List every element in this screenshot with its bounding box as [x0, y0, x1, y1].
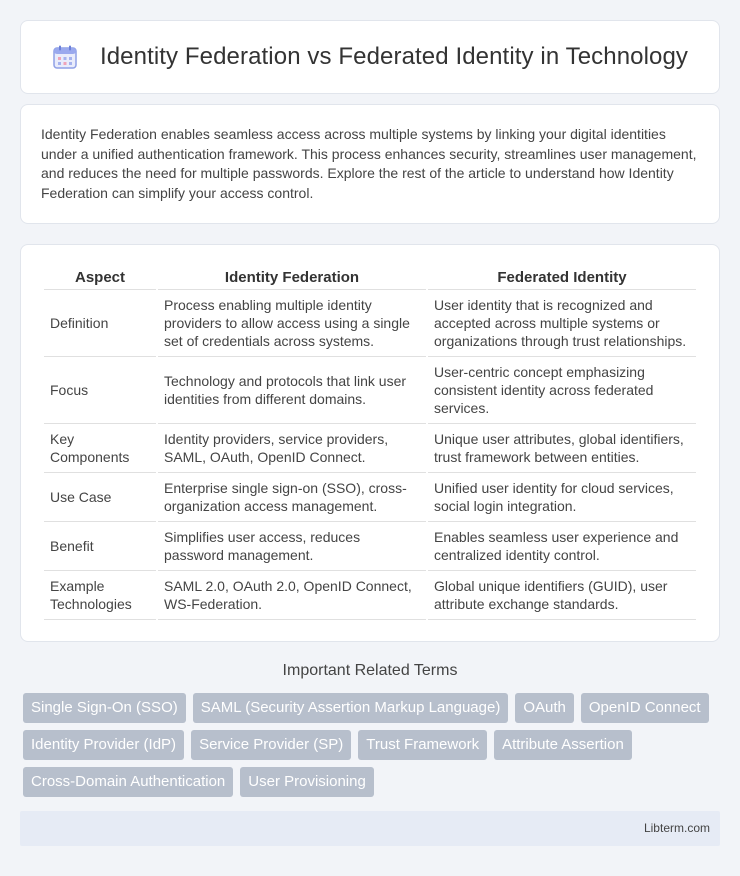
table-cell: SAML 2.0, OAuth 2.0, OpenID Connect, WS-Federation.	[158, 571, 426, 620]
table-cell: Definition	[44, 290, 156, 357]
footer	[20, 811, 720, 846]
table-row	[44, 571, 696, 620]
table-row	[44, 357, 696, 424]
tag-service-provider[interactable]: Service Provider (SP)	[191, 730, 351, 760]
table-cell: Benefit	[44, 522, 156, 571]
table-cell: Simplifies user access, reduces password management.	[158, 522, 426, 571]
table-cell: Enterprise single sign-on (SSO), cross-organization access management.	[158, 473, 426, 522]
table-cell: Focus	[44, 357, 156, 424]
header-card	[20, 20, 720, 94]
column-header: Aspect	[44, 263, 156, 290]
column-header: Federated Identity	[428, 263, 696, 290]
footer-link[interactable]: Libterm.com	[643, 821, 710, 835]
tag-trust-framework[interactable]: Trust Framework	[358, 730, 487, 760]
comparison-table	[42, 263, 698, 620]
tag-identity-provider[interactable]: Identity Provider (IdP)	[23, 730, 184, 760]
table-cell: Example Technologies	[44, 571, 156, 620]
table-cell: User identity that is recognized and accepted across multiple systems or organizations through trust relationships.	[428, 290, 696, 357]
comparison-card	[20, 244, 720, 642]
table-cell: Global unique identifiers (GUID), user attribute exchange standards.	[428, 571, 696, 620]
tag-cross-domain-authentication[interactable]: Cross-Domain Authentication	[23, 767, 233, 797]
intro-card	[20, 104, 720, 224]
table-cell: User-centric concept emphasizing consistent identity across federated services.	[428, 357, 696, 424]
table-cell: Technology and protocols that link user identities from different domains.	[158, 357, 426, 424]
table-cell: Key Components	[44, 424, 156, 473]
related-terms-list	[23, 693, 723, 804]
tag-openid-connect[interactable]: OpenID Connect	[581, 693, 709, 723]
calendar-icon	[52, 44, 78, 70]
table-cell: Unique user attributes, global identifiers, trust framework between entities.	[428, 424, 696, 473]
tag-attribute-assertion[interactable]: Attribute Assertion	[494, 730, 632, 760]
tag-single-sign-on[interactable]: Single Sign-On (SSO)	[23, 693, 186, 723]
table-row	[44, 522, 696, 571]
table-cell: Use Case	[44, 473, 156, 522]
tag-saml[interactable]: SAML (Security Assertion Markup Language)	[193, 693, 509, 723]
column-header: Identity Federation	[158, 263, 426, 290]
tag-user-provisioning[interactable]: User Provisioning	[240, 767, 374, 797]
table-row	[44, 473, 696, 522]
page-title: Identity Federation vs Federated Identity in Technology	[99, 43, 689, 70]
table-cell: Process enabling multiple identity providers to allow access using a single set of credentials across systems.	[158, 290, 426, 357]
table-cell: Enables seamless user experience and centralized identity control.	[428, 522, 696, 571]
table-row	[44, 290, 696, 357]
table-cell: Unified user identity for cloud services, social login integration.	[428, 473, 696, 522]
table-cell: Identity providers, service providers, SAML, OAuth, OpenID Connect.	[158, 424, 426, 473]
tag-oauth[interactable]: OAuth	[515, 693, 574, 723]
intro-text: Identity Federation enables seamless access across multiple systems by linking your digital identities under a unified authentication framework. This process enhances security, streamlines user management, and reduces the need for multiple passwords. Explore the rest of the article to understand how Identity Federation can simplify your access control.	[41, 126, 697, 201]
table-row	[44, 424, 696, 473]
related-terms-title: Important Related Terms	[282, 662, 458, 679]
table-header-row	[44, 263, 696, 290]
